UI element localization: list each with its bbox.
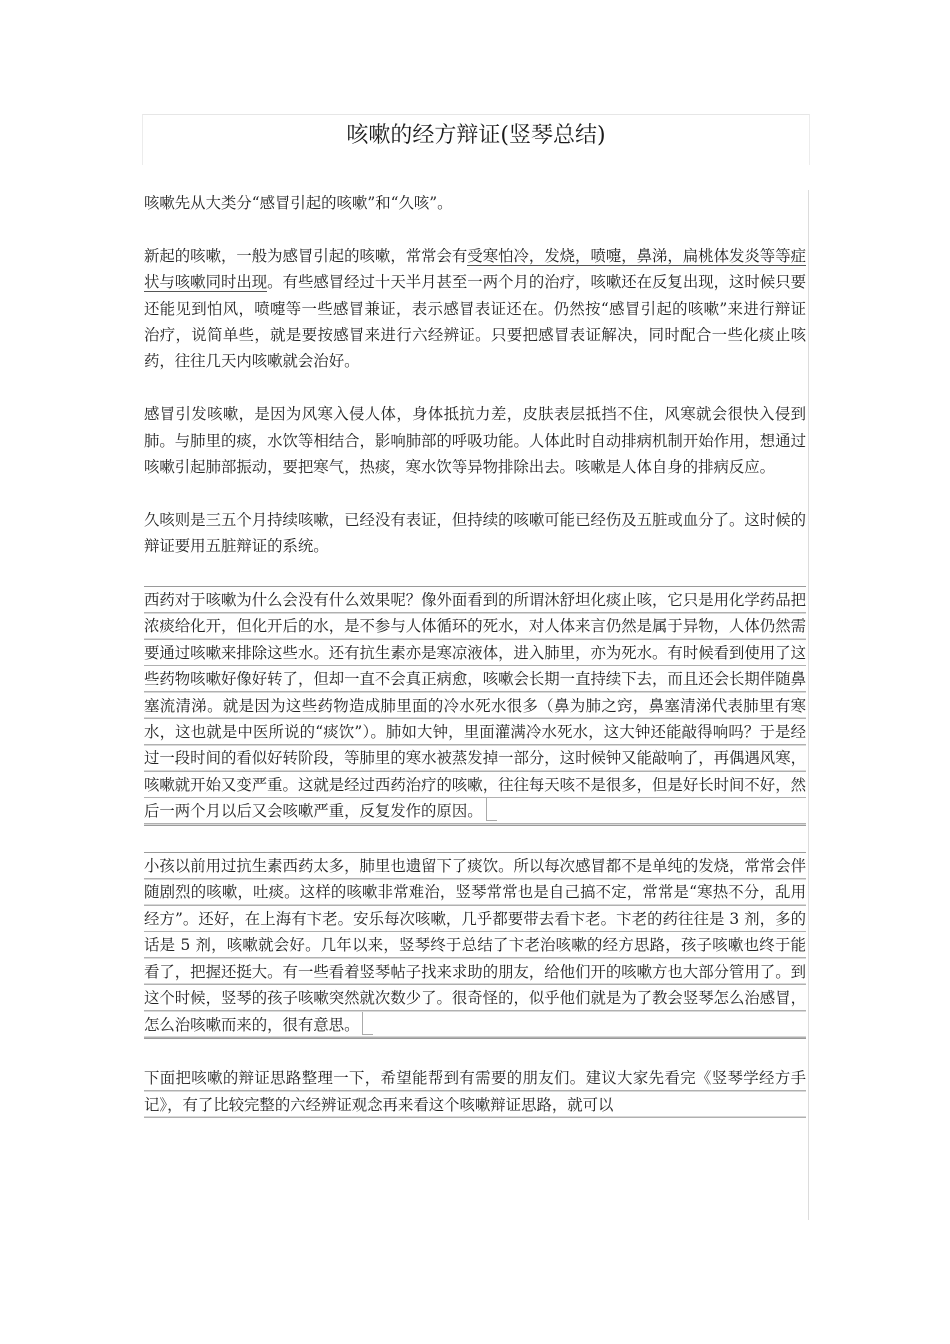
paragraph-new-cough-rest: 。有些感冒经过十天半月甚至一两个月的治疗，咳嗽还在反复出现，这时候只要还能见到怕风，喷嚏等一些感冒兼证，表示感冒表证还在。仍然按“感冒引起的咳嗽”来进行辩证治疗，说简单些，就是要按感冒来进行六经辨证。只要把感冒表证解决，同时配合一些化痰止咳药，往往几天内咳嗽就会治好。 [144,273,806,371]
paragraph-summary: 下面把咳嗽的辩证思路整理一下，希望能帮到有需要的朋友们。建议大家先看完《竖琴学经方手记》，有了比较完整的六经辨证观念再来看这个咳嗽辩证思路，就可以 [144,1065,806,1118]
paragraph-children [144,852,806,1039]
underlined-symptoms: 受寒怕冷，发烧，喷嚏，鼻涕，扁桃体发炎等等症状与咳嗽同时出现 [144,246,806,292]
paragraph-end-mark [486,798,497,821]
paragraph-end-mark [362,1012,373,1035]
paragraph-new-cough [144,243,806,375]
paragraph-western-medicine-text: 西药对于咳嗽为什么会没有什么效果呢？像外面看到的所谓沐舒坦化痰止咳，它只是用化学药品把浓痰给化开，但化开后的水，是不参与人体循环的死水，对人体来言仍然是属于异物，人体仍然需要通过咳嗽来排除这些水。还有抗生素亦是寒凉液体，进入肺里，亦为死水。有时候看到使用了这些药物咳嗽好像好转了，但却一直不会真正病愈，咳嗽会长期一直持续下去，而且还会长期伴随鼻塞流清涕。就是因为这些药物造成肺里面的冷水死水很多（鼻为肺之窍，鼻塞清涕代表肺里有寒水，这也就是中医所说的“痰饮”）。肺如大钟，里面灌满冷水死水，这大钟还能敲得响吗？于是经过一段时间的看似好转阶段，等肺里的寒水被蒸发掉一部分，这时候钟又能敲响了，再偶遇风寒，咳嗽就开始又变严重。这就是经过西药治疗的咳嗽，往往每天咳不是很多，但是好长时间不好，然后一两个月以后又会咳嗽严重，反复发作的原因。 [144,591,806,821]
document-title: 咳嗽的经方辩证(竖琴总结) [346,123,606,148]
paragraph-western-medicine [144,586,806,826]
paragraph-new-cough-lead: 新起的咳嗽，一般为感冒引起的咳嗽，常常会有 [144,246,468,265]
paragraph-intro: 咳嗽先从大类分“感冒引起的咳嗽”和“久咳”。 [144,194,453,212]
page-margin-rule [808,190,809,1220]
paragraph-cold-cause: 感冒引发咳嗽，是因为风寒入侵人体，身体抵抗力差，皮肤表层抵挡不住，风寒就会很快入侵到肺。与肺里的痰，水饮等相结合，影响肺部的呼吸功能。人体此时自动排病机制开始作用，想通过咳嗽引起肺部振动，要把寒气，热痰，寒水饮等异物排除出去。咳嗽是人体自身的排病反应。 [144,405,806,477]
document-body [144,190,806,1145]
title-box [142,114,810,165]
paragraph-children-text: 小孩以前用过抗生素西药太多，肺里也遗留下了痰饮。所以每次感冒都不是单纯的发烧，常常会伴随剧烈的咳嗽，吐痰。这样的咳嗽非常难治，竖琴常常也是自己搞不定，常常是“寒热不分，乱用经方”。还好，在上海有卞老。安乐每次咳嗽，几乎都要带去看卞老。卞老的药往往是 3 剂，多的话是 5 剂，咳嗽就会好。几年以来，竖琴终于总结了卞老治咳嗽的经方思路，孩子咳嗽也终于能看了，把握还挺大。有一些看着竖琴帖子找来求助的朋友，给他们开的咳嗽方也大部分管用了。到这个时候，竖琴的孩子咳嗽突然就次数少了。很奇怪的，似乎他们就是为了教会竖琴怎么治感冒，怎么治咳嗽而来的，很有意思。 [144,857,806,1034]
paragraph-chronic-cough: 久咳则是三五个月持续咳嗽，已经没有表证，但持续的咳嗽可能已经伤及五脏或血分了。这时候的辩证要用五脏辩证的系统。 [144,510,806,556]
